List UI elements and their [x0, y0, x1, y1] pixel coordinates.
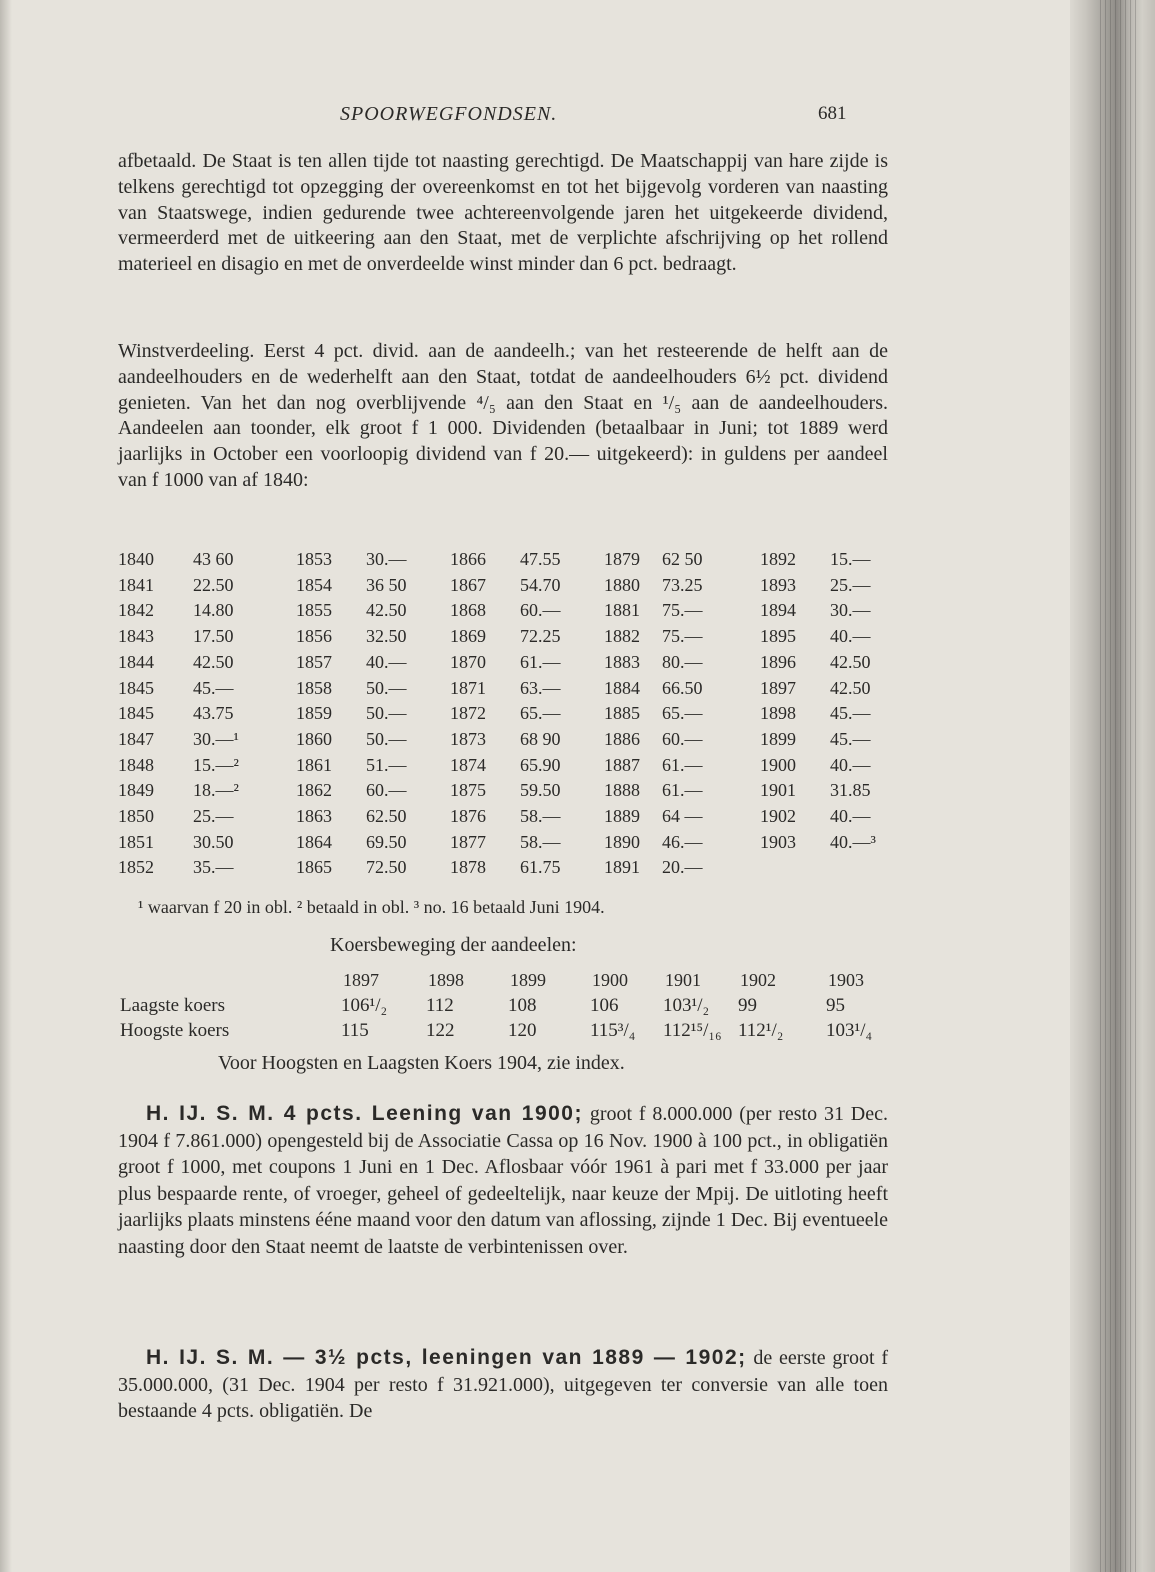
koers-year: 1897	[343, 970, 379, 990]
koers-year: 1901	[665, 970, 701, 990]
page-number: 681	[818, 103, 847, 124]
table-year: 1901	[760, 780, 796, 801]
table-row	[118, 652, 888, 677]
table-year: 1879	[604, 549, 640, 569]
table-row	[118, 832, 888, 857]
table-year: 1851	[118, 831, 154, 852]
koers-value: 112	[426, 995, 454, 1016]
table-year: 1872	[450, 703, 486, 724]
table-year: 1864	[296, 831, 332, 852]
koers-value: 106	[590, 995, 619, 1016]
table-row	[118, 600, 888, 625]
table-dividend: 31.85	[830, 780, 871, 801]
table-dividend: 14.80	[193, 600, 234, 621]
table-year: 1841	[118, 574, 154, 595]
table-year: 1861	[296, 754, 332, 775]
koers-value: 106¹/₂	[341, 995, 388, 1016]
table-year: 1902	[760, 806, 796, 826]
table-year: 1894	[760, 600, 796, 621]
running-header	[118, 103, 878, 131]
table-year: 1898	[760, 703, 796, 724]
table-year: 1892	[760, 549, 796, 569]
table-dividend: 42.50	[366, 600, 407, 621]
table-dividend: 40.—	[830, 806, 871, 826]
table-year: 1903	[760, 831, 796, 852]
loan-1889-text: de eerste groot f 35.000.000, (31 Dec. 1904 per resto f 31.921.000), uitgegeven ter conversie van alle toen bestaande 4 pcts. obligatiën. De	[118, 1347, 888, 1422]
table-year: 1840	[118, 549, 154, 569]
table-year: 1865	[296, 857, 332, 878]
table-year: 1842	[118, 600, 154, 621]
koers-year: 1898	[428, 970, 464, 990]
table-year: 1891	[604, 857, 640, 878]
table-dividend: 42.50	[830, 651, 871, 672]
table-year: 1855	[296, 600, 332, 621]
table-dividend: 50.—	[366, 728, 407, 749]
table-dividend: 20.—	[662, 857, 703, 878]
koers-year: 1900	[592, 970, 628, 990]
table-year: 1895	[760, 626, 796, 647]
table-dividend: 45.—	[830, 703, 871, 724]
table-dividend: 58.—	[520, 831, 561, 852]
table-dividend: 40.—	[830, 754, 871, 775]
table-year: 1888	[604, 780, 640, 801]
table-year: 1877	[450, 831, 486, 852]
koers-years-row	[118, 970, 888, 995]
table-dividend: 80.—	[662, 651, 703, 672]
table-year: 1900	[760, 754, 796, 775]
table-year: 1885	[604, 703, 640, 724]
loan-1889-paragraph	[118, 1345, 888, 1425]
loan-1900-text: groot f 8.000.000 (per resto 31 Dec. 1904 f 7.861.000) opengesteld bij de Associatie Cassa op 16 Nov. 1900 à 100 pct., in obligatiën groot f 1000, met coupons 1 Juni en 1 Dec. Aflosbaar vóór 1961 à pari met f 33.000 per jaar plus bespaarde rente, of vroeger, geheel of gedeeltelijk, naar keuze der Mpij. De uitloting heeft jaarlijks plaats minstens ééne maand voor den datum van aflossing, zijnde 1 Dec. Bij eventueele naasting door den Staat neemt de laatste de verbintenissen over.	[118, 1103, 888, 1258]
table-row	[118, 729, 888, 754]
table-year: 1881	[604, 600, 640, 621]
table-dividend: 62.50	[366, 806, 407, 826]
loan-1889-heading: H. IJ. S. M. — 3½ pcts, leeningen van 1889 — 1902;	[146, 1346, 747, 1369]
koers-year: 1902	[740, 970, 776, 990]
table-year: 1853	[296, 549, 332, 569]
table-dividend: 43 60	[193, 549, 234, 569]
table-dividend: 51.—	[366, 754, 407, 775]
table-year: 1893	[760, 574, 796, 595]
table-dividend: 35.—	[193, 857, 234, 878]
table-dividend: 42.50	[830, 677, 871, 698]
table-dividend: 40.—³	[830, 831, 876, 852]
table-dividend: 30.—	[830, 600, 871, 621]
table-dividend: 62 50	[662, 549, 703, 569]
table-dividend: 40.—	[366, 651, 407, 672]
table-row	[118, 780, 888, 805]
koers-value: 103¹/₄	[826, 1020, 873, 1041]
intro-text: afbetaald. De Staat is ten allen tijde tot naasting gerechtigd. De Maatschappij van hare zijde is telkens gerechtigd tot opzegging der overeenkomst en tot het bijgevolg vorderen van naasting van Staatswege, indien gedurende twee achtereenvolgende jaren het uitgekeerde dividend, vermeerderd met de uitkeering aan den Staat, met de verplichte afschrijving op het rollend materieel en disagio en met de onverdeelde winst minder dan 6 pct. bedraagt.	[118, 150, 888, 276]
table-year: 1845	[118, 703, 154, 724]
table-dividend: 54.70	[520, 574, 561, 595]
table-dividend: 60.—	[662, 728, 703, 749]
table-year: 1889	[604, 806, 640, 826]
book-page-edge	[1070, 0, 1155, 1572]
table-year: 1857	[296, 651, 332, 672]
table-row	[118, 857, 888, 882]
table-year: 1847	[118, 728, 154, 749]
table-year: 1896	[760, 651, 796, 672]
table-dividend: 17.50	[193, 626, 234, 647]
table-year: 1867	[450, 574, 486, 595]
table-dividend: 25.—	[193, 806, 234, 826]
koers-value: 115	[341, 1020, 369, 1041]
table-year: 1880	[604, 574, 640, 595]
table-year: 1843	[118, 626, 154, 647]
table-row	[118, 755, 888, 780]
table-dividend: 69.50	[366, 831, 407, 852]
table-dividend: 15.—	[830, 549, 871, 569]
table-row	[118, 549, 888, 574]
koers-note: Voor Hoogsten en Laagsten Koers 1904, zie index.	[218, 1052, 625, 1074]
table-dividend: 43.75	[193, 703, 234, 724]
koers-label: Hoogste koers	[120, 1020, 230, 1041]
table-dividend: 42.50	[193, 651, 234, 672]
table-year: 1873	[450, 728, 486, 749]
table-dividend: 30.—	[366, 549, 407, 569]
table-dividend: 61.—	[662, 754, 703, 775]
koers-label: Laagste koers	[120, 995, 225, 1016]
koers-year: 1899	[510, 970, 546, 990]
table-dividend: 68 90	[520, 728, 561, 749]
table-dividend: 65.—	[520, 703, 561, 724]
footnote: ¹ waarvan f 20 in obl. ² betaald in obl. ³ no. 16 betaald Juni 1904.	[138, 897, 605, 917]
koers-value: 112¹⁵/₁₆	[663, 1020, 722, 1041]
table-dividend: 72.50	[366, 857, 407, 878]
table-year: 1863	[296, 806, 332, 826]
table-row	[118, 575, 888, 600]
table-year: 1897	[760, 677, 796, 698]
table-year: 1899	[760, 728, 796, 749]
table-dividend: 50.—	[366, 703, 407, 724]
table-year: 1862	[296, 780, 332, 801]
table-dividend: 47.55	[520, 549, 561, 569]
table-year: 1852	[118, 857, 154, 878]
table-dividend: 45.—	[193, 677, 234, 698]
table-dividend: 65.90	[520, 754, 561, 775]
table-year: 1849	[118, 780, 154, 801]
table-year: 1870	[450, 651, 486, 672]
table-dividend: 61.—	[520, 651, 561, 672]
table-year: 1876	[450, 806, 486, 826]
koers-value: 115³/₄	[590, 1020, 636, 1041]
table-dividend: 58.—	[520, 806, 561, 826]
table-row	[118, 703, 888, 728]
table-dividend: 22.50	[193, 574, 234, 595]
koers-value: 108	[508, 995, 537, 1016]
table-dividend: 65.—	[662, 703, 703, 724]
table-dividend: 61.—	[662, 780, 703, 801]
koers-title: Koersbeweging der aandeelen:	[330, 934, 577, 956]
koers-row-hoogste	[118, 1020, 888, 1045]
winst-paragraph	[118, 339, 888, 494]
table-year: 1868	[450, 600, 486, 621]
table-dividend: 15.—²	[193, 754, 239, 775]
table-year: 1860	[296, 728, 332, 749]
table-dividend: 40.—	[830, 626, 871, 647]
table-year: 1882	[604, 626, 640, 647]
table-year: 1871	[450, 677, 486, 698]
table-dividend: 61.75	[520, 857, 561, 878]
table-year: 1886	[604, 728, 640, 749]
table-year: 1844	[118, 651, 154, 672]
table-dividend: 32.50	[366, 626, 407, 647]
table-year: 1856	[296, 626, 332, 647]
table-dividend: 45.—	[830, 728, 871, 749]
table-row	[118, 626, 888, 651]
table-year: 1874	[450, 754, 486, 775]
table-dividend: 75.—	[662, 600, 703, 621]
table-dividend: 63.—	[520, 677, 561, 698]
table-year: 1858	[296, 677, 332, 698]
table-dividend: 66.50	[662, 677, 703, 698]
koers-value: 112¹/₂	[738, 1020, 784, 1041]
loan-1900-paragraph	[118, 1101, 888, 1260]
table-dividend: 50.—	[366, 677, 407, 698]
table-year: 1890	[604, 831, 640, 852]
koers-value: 120	[508, 1020, 537, 1041]
table-year: 1854	[296, 574, 332, 595]
table-dividend: 36 50	[366, 574, 407, 595]
table-dividend: 25.—	[830, 574, 871, 595]
winst-text: Winstverdeeling. Eerst 4 pct. divid. aan de aandeelh.; van het resteerende de helft aan de aandeelhouders en de wederhelft aan den Staat, totdat de aandeelhouders 6½ pct. dividend genieten. Van het dan nog overblijvende ⁴/₅ aan den Staat en ¹/₅ aan de aandeelhouders. Aandeelen aan toonder, elk groot f 1 000. Dividenden (betaalbaar in Juni; tot 1889 werd jaarlijks in October een voorloopig dividend van f 20.— uitgekeerd): in guldens per aandeel van f 1000 van af 1840:	[118, 340, 888, 491]
loan-1900-heading: H. IJ. S. M. 4 pcts. Leening van 1900;	[146, 1102, 583, 1125]
koers-year: 1903	[828, 970, 864, 990]
table-row	[118, 678, 888, 703]
table-year: 1859	[296, 703, 332, 724]
table-dividend: 73.25	[662, 574, 703, 595]
table-year: 1875	[450, 780, 486, 801]
table-row	[118, 806, 888, 831]
table-dividend: 46.—	[662, 831, 703, 852]
koers-row-laagste	[118, 995, 888, 1020]
table-dividend: 30.50	[193, 831, 234, 852]
table-year: 1850	[118, 806, 154, 826]
table-dividend: 59.50	[520, 780, 561, 801]
table-dividend: 75.—	[662, 626, 703, 647]
table-year: 1878	[450, 857, 486, 878]
table-dividend: 64 —	[662, 806, 703, 826]
header-title: SPOORWEGFONDSEN.	[340, 103, 558, 125]
koers-value: 95	[826, 995, 845, 1016]
table-year: 1866	[450, 549, 486, 569]
koers-value: 122	[426, 1020, 455, 1041]
table-dividend: 72.25	[520, 626, 561, 647]
left-page-edge	[0, 0, 12, 1572]
koers-value: 99	[738, 995, 757, 1016]
table-year: 1887	[604, 754, 640, 775]
koers-value: 103¹/₂	[663, 995, 710, 1016]
table-year: 1848	[118, 754, 154, 775]
table-year: 1884	[604, 677, 640, 698]
table-year: 1883	[604, 651, 640, 672]
table-year: 1845	[118, 677, 154, 698]
table-dividend: 18.—²	[193, 780, 239, 801]
table-dividend: 60.—	[366, 780, 407, 801]
table-dividend: 60.—	[520, 600, 561, 621]
table-year: 1869	[450, 626, 486, 647]
intro-paragraph	[118, 149, 888, 278]
table-dividend: 30.—¹	[193, 728, 239, 749]
